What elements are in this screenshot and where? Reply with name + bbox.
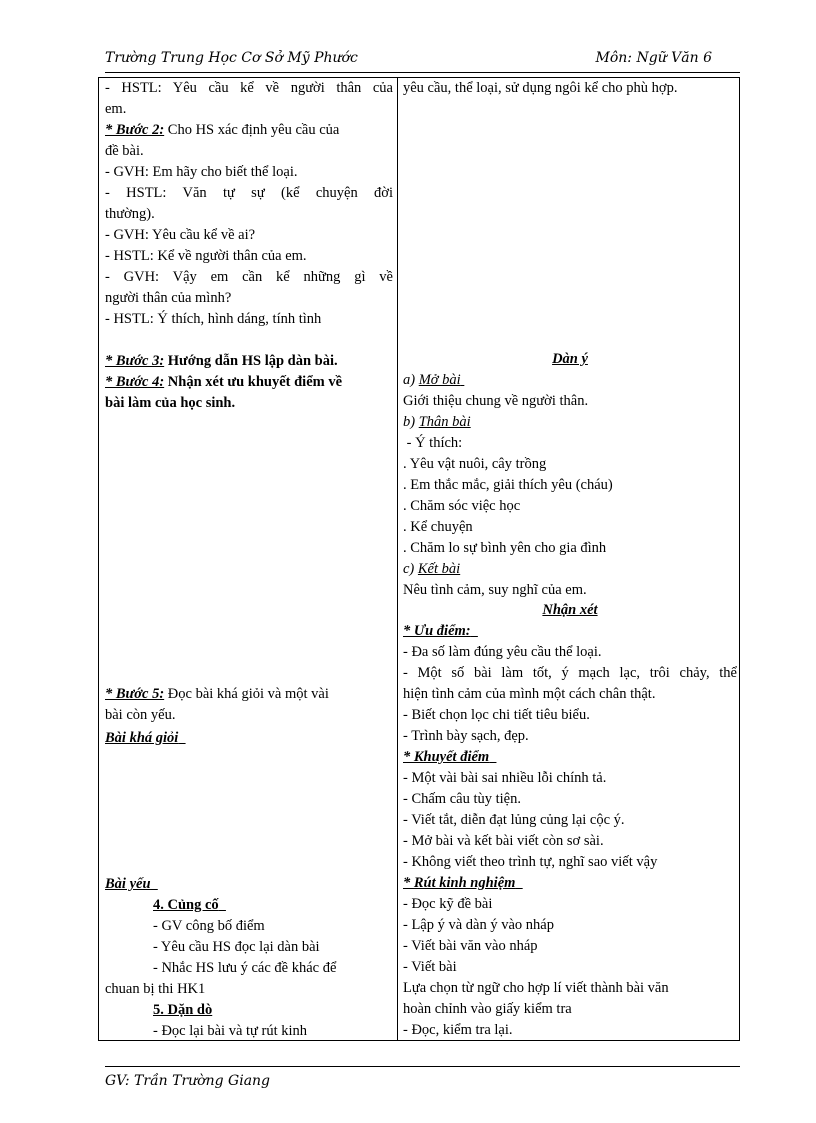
body-heading: b) Thân bài	[403, 414, 471, 430]
step-label: * Bước 2:	[105, 122, 165, 138]
homework-heading: 5. Dặn dò	[153, 1002, 213, 1018]
text-line: - HSTL: Yêu cầu kể về người thân của	[105, 80, 393, 96]
step-text: Cho HS xác định yêu cầu của	[164, 122, 340, 138]
text-line: - Yêu cầu HS đọc lại dàn bài	[153, 939, 320, 955]
text-line: - Ý thích:	[403, 435, 463, 451]
text-line: bài còn yếu.	[105, 707, 176, 723]
left-column	[105, 78, 393, 1040]
text-line: Giới thiệu chung về người thân.	[403, 393, 589, 409]
step-5	[105, 684, 393, 705]
step-text: Đọc bài khá giỏi và một vài	[164, 686, 329, 702]
outline-heading: Dàn ý	[552, 351, 588, 367]
conclusion-heading: c) Kết bài	[403, 561, 461, 577]
step-label: * Bước 3:	[105, 353, 165, 369]
subject-name: Môn: Ngữ Văn 6	[595, 50, 712, 66]
step-2	[105, 120, 393, 141]
right-column	[403, 78, 737, 1040]
review-heading: Nhận xét	[542, 602, 598, 618]
text-line: hoàn chỉnh vào giấy kiểm tra	[403, 1001, 572, 1017]
text-line: hiện tình cảm của mình một cách chân thật.	[403, 686, 656, 702]
strengths-heading: * Ưu điểm:	[403, 623, 471, 639]
text-line: - Đọc lại bài và tự rút kinh	[153, 1023, 308, 1039]
column-divider	[397, 78, 398, 1040]
text-line: - Biết chọn lọc chi tiết tiêu biểu.	[403, 707, 590, 723]
school-name: Trường Trung Học Cơ Sở Mỹ Phước	[105, 50, 358, 66]
text-line: - Đọc kỹ đề bài	[403, 896, 493, 912]
page-footer	[105, 1066, 740, 1089]
weak-essays-heading: Bài yếu	[105, 876, 151, 892]
text-line: chuan bị thi HK1	[105, 981, 206, 997]
text-line: - GVH: Yêu cầu kể về ai?	[105, 227, 256, 243]
text-line: . Chăm lo sự bình yên cho gia đình	[403, 540, 607, 556]
good-essays-heading: Bài khá giỏi	[105, 730, 179, 746]
text-line: đề bài.	[105, 143, 144, 159]
text-line: - Viết bài	[403, 959, 457, 975]
text-line: bài làm của học sinh.	[105, 395, 236, 411]
weaknesses-heading: * Khuyết điểm	[403, 749, 490, 765]
text-line: người thân của mình?	[105, 290, 232, 306]
text-line: - HSTL: Văn tự sự (kể chuyện đời	[105, 185, 393, 201]
text-line: . Yêu vật nuôi, cây trồng	[403, 456, 547, 472]
step-label: * Bước 5:	[105, 686, 165, 702]
lessons-heading: * Rút kinh nghiệm	[403, 875, 516, 891]
text-line: thường).	[105, 206, 155, 222]
text-line: - Nhắc HS lưu ý các đề khác để	[153, 960, 337, 976]
text-line: - Lập ý và dàn ý vào nháp	[403, 917, 554, 933]
text-line: - GV công bố điểm	[153, 918, 265, 934]
text-line: - Một số bài làm tốt, ý mạch lạc, trôi chảy, thể	[403, 665, 737, 681]
teacher-name: GV: Trần Trường Giang	[105, 1073, 271, 1089]
step-4	[105, 372, 393, 393]
step-text: Hướng dẫn HS lập dàn bài.	[164, 353, 338, 369]
step-label: * Bước 4:	[105, 374, 165, 390]
text-line: - Viết bài văn vào nháp	[403, 938, 538, 954]
text-line: Nêu tình cảm, suy nghĩ của em.	[403, 582, 587, 598]
text-line: em.	[105, 101, 127, 117]
text-line: - Viết tắt, diễn đạt lủng củng lại cộc ý.	[403, 812, 625, 828]
step-3	[105, 351, 393, 372]
text-line: - GVH: Vậy em cần kể những gì về	[105, 269, 393, 285]
text-line: yêu cầu, thể loại, sử dụng ngôi kể cho phù hợp.	[403, 80, 678, 96]
text-line: Lựa chọn từ ngữ cho hợp lí viết thành bài văn	[403, 980, 669, 996]
text-line: - Không viết theo trình tự, nghĩ sao viết vậy	[403, 854, 658, 870]
reinforcement-heading: 4. Củng cố	[153, 897, 219, 913]
text-line: - Trình bày sạch, đẹp.	[403, 728, 529, 744]
intro-heading: a) Mở bài	[403, 372, 461, 388]
text-line: - Một vài bài sai nhiều lỗi chính tả.	[403, 770, 607, 786]
page-header	[105, 50, 740, 73]
text-line: - HSTL: Ý thích, hình dáng, tính tình	[105, 311, 322, 327]
text-line: - HSTL: Kể về người thân của em.	[105, 248, 307, 264]
text-line: - Mở bài và kết bài viết còn sơ sài.	[403, 833, 604, 849]
text-line: . Em thắc mắc, giải thích yêu (cháu)	[403, 477, 613, 493]
text-line: - Đọc, kiểm tra lại.	[403, 1022, 513, 1038]
text-line: - Đa số làm đúng yêu cầu thể loại.	[403, 644, 602, 660]
text-line: . Kể chuyện	[403, 519, 473, 535]
text-line: - Chấm câu tùy tiện.	[403, 791, 521, 807]
text-line: . Chăm sóc việc học	[403, 498, 521, 514]
lesson-table	[98, 77, 740, 1041]
step-text: Nhận xét ưu khuyết điểm về	[164, 374, 343, 390]
text-line: - GVH: Em hãy cho biết thể loại.	[105, 164, 298, 180]
